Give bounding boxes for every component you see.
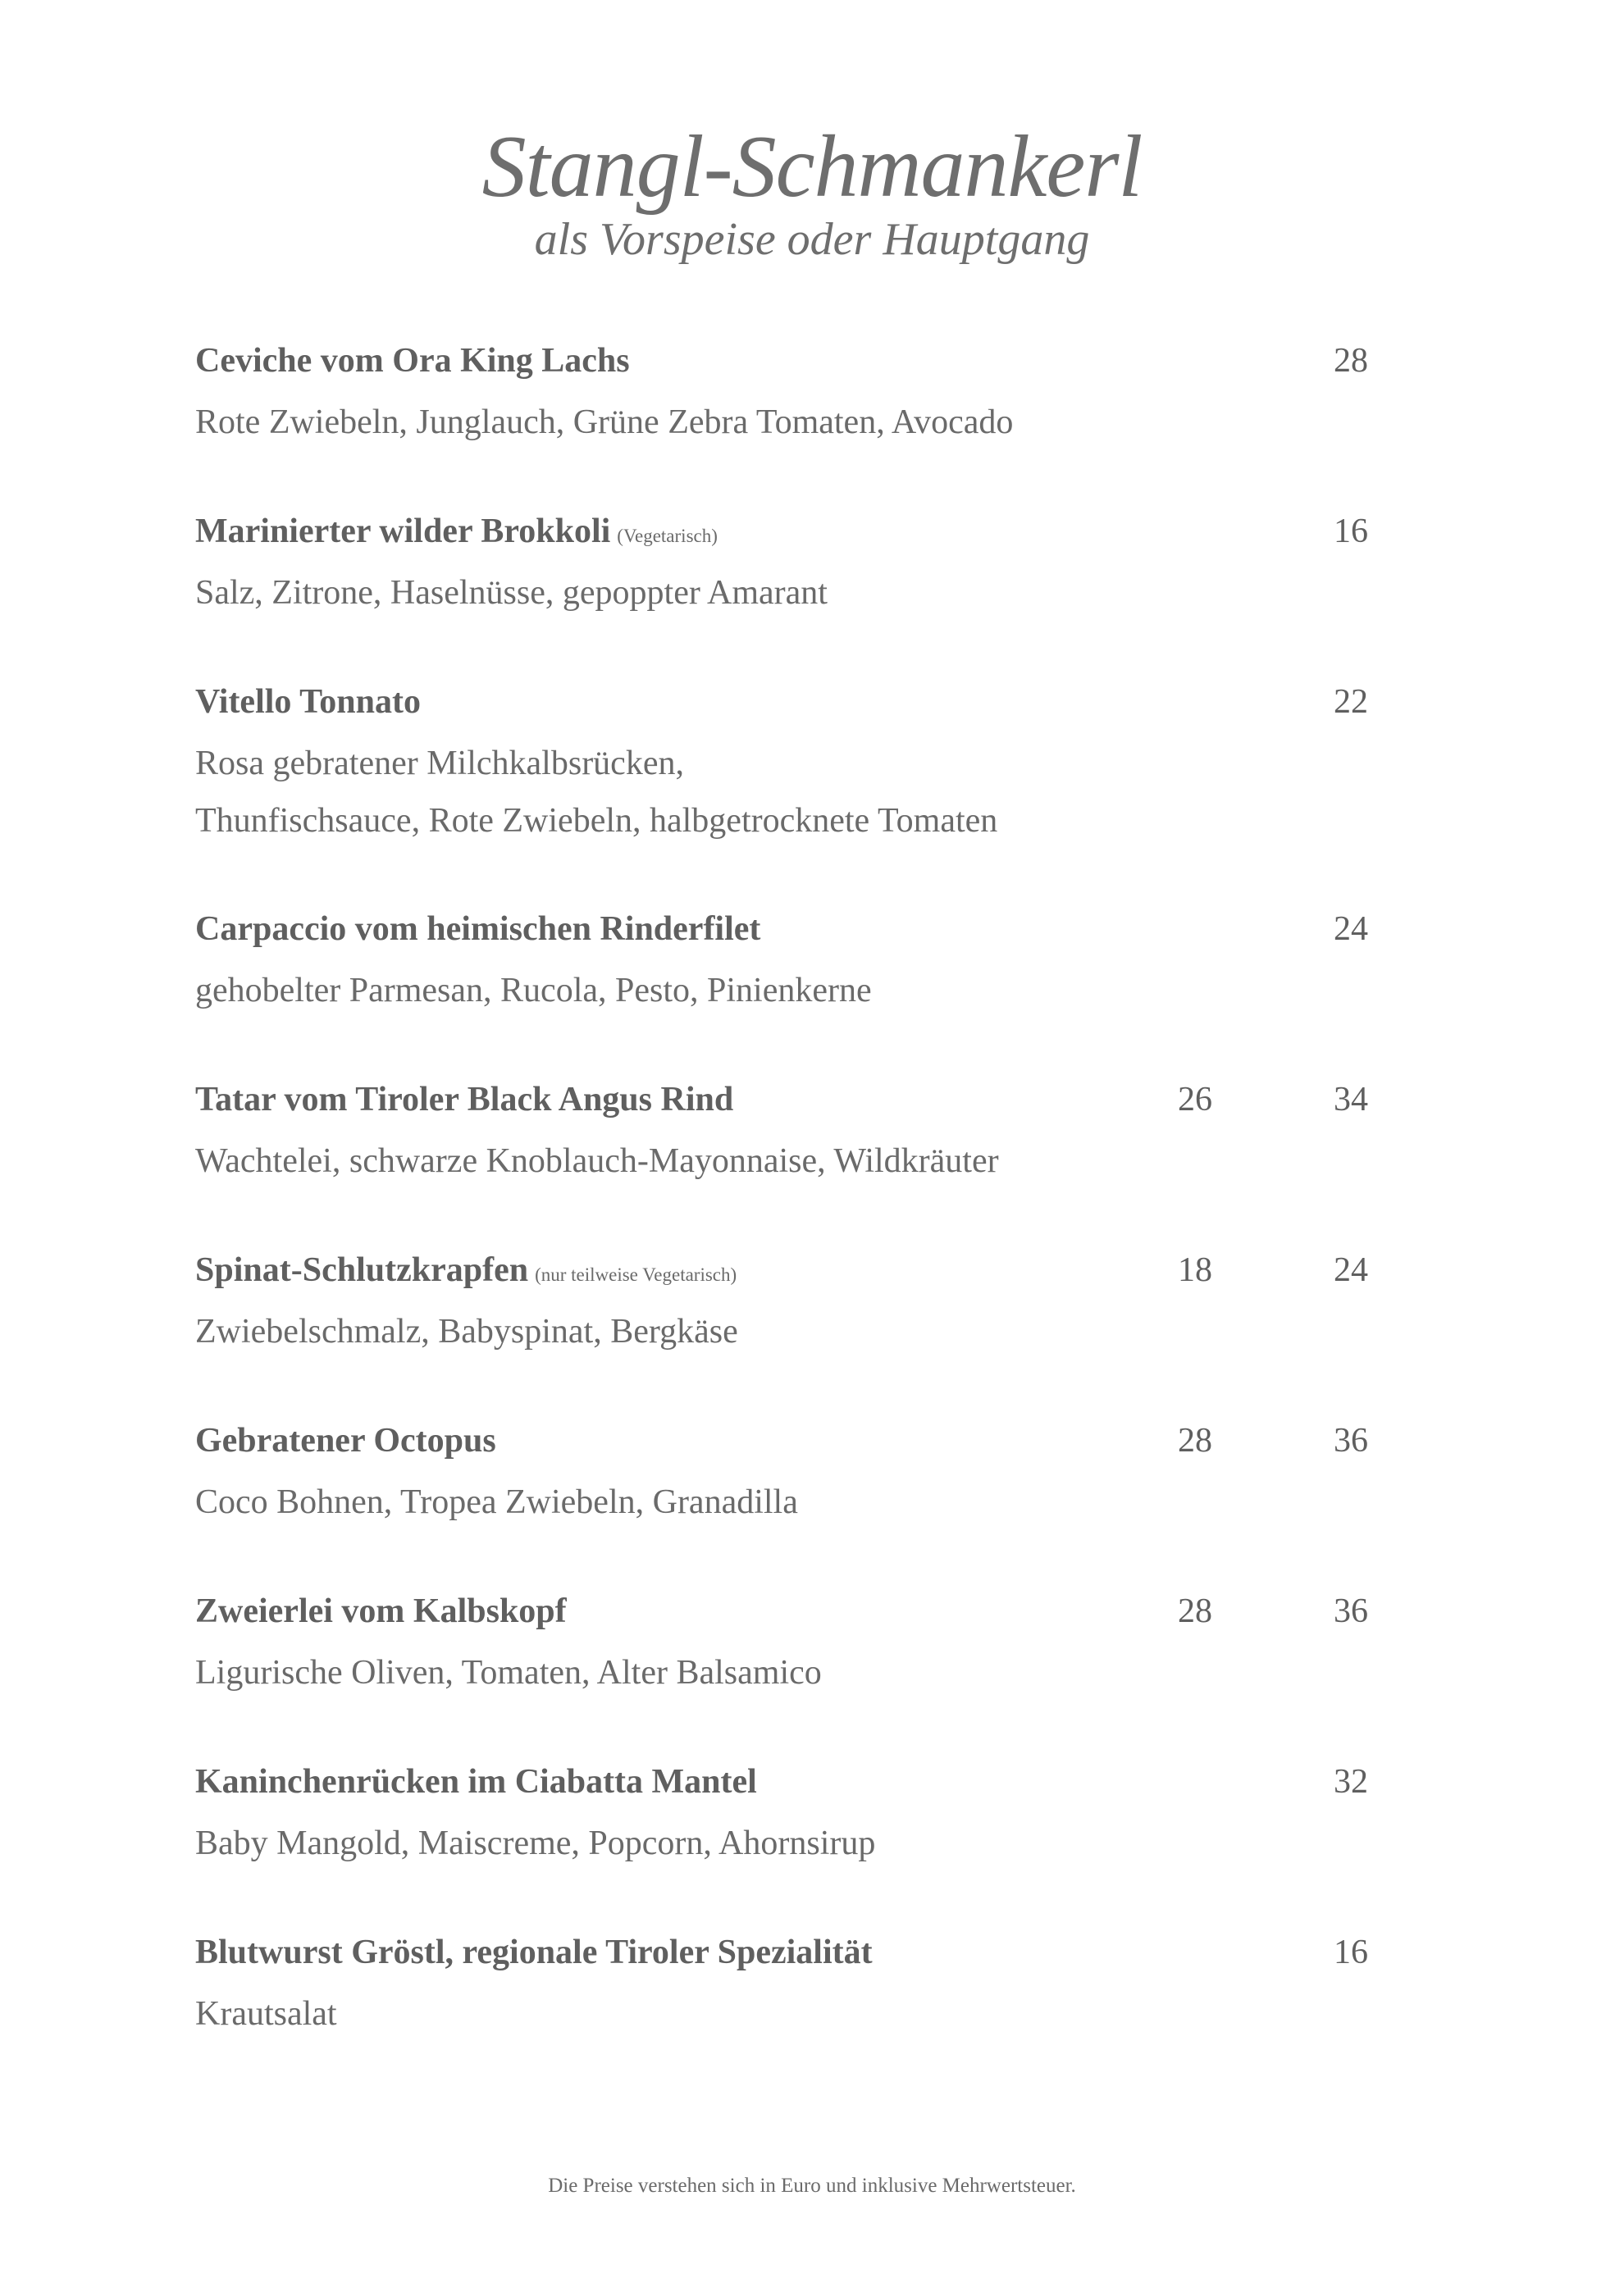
menu-list [195, 336, 1368, 2098]
menu-item [195, 1928, 1368, 2098]
menu-item [195, 507, 1368, 677]
dish-description [195, 1474, 798, 1531]
description-line: gehobelter Parmesan, Rucola, Pesto, Pinienkerne [195, 972, 872, 1009]
description-line: Zwiebelschmalz, Babyspinat, Bergkäse [195, 1313, 738, 1351]
price-main: 28 [1334, 342, 1368, 380]
page-title: Stangl-Schmankerl [481, 118, 1143, 216]
dish-description [195, 1303, 738, 1360]
dish-note: (nur teilweise Vegetarisch) [535, 1264, 737, 1285]
description-line: Wachtelei, schwarze Knoblauch-Mayonnaise, Wildkräuter [195, 1142, 999, 1180]
price-main: 22 [1334, 683, 1368, 721]
dish-description [195, 394, 1013, 451]
price-main: 16 [1334, 512, 1368, 550]
dish-title: Ceviche vom Ora King Lachs [195, 342, 630, 380]
dish-note: (Vegetarisch) [617, 526, 718, 546]
description-line: Rosa gebratener Milchkalbsrücken, [195, 745, 684, 782]
dish-description [195, 962, 872, 1019]
page-subtitle: als Vorspeise oder Hauptgang [534, 214, 1090, 265]
dish-title: Marinierter wilder Brokkoli [195, 512, 611, 550]
menu-item [195, 904, 1368, 1075]
dish-name [195, 1075, 733, 1124]
price-main: 32 [1334, 1763, 1368, 1801]
price-main: 36 [1334, 1422, 1368, 1460]
menu-item [195, 677, 1368, 904]
dish-title: Kaninchenrücken im Ciabatta Mantel [195, 1763, 757, 1801]
price-main: 16 [1334, 1934, 1368, 1971]
description-line: Krautsalat [195, 1995, 337, 2033]
price-main: 36 [1334, 1592, 1368, 1630]
dish-name [195, 1928, 873, 1977]
dish-title: Spinat-Schlutzkrapfen [195, 1251, 529, 1289]
dish-title: Carpaccio vom heimischen Rinderfilet [195, 910, 761, 948]
price-footnote: Die Preise verstehen sich in Euro und inklusive Mehrwertsteuer. [548, 2175, 1076, 2197]
dish-description [195, 735, 997, 850]
dish-name [195, 904, 760, 954]
price-main: 24 [1334, 910, 1368, 948]
menu-item [195, 1075, 1368, 1246]
price-starter: 18 [1178, 1251, 1212, 1289]
description-line: Ligurische Oliven, Tomaten, Alter Balsamico [195, 1654, 822, 1692]
dish-title: Gebratener Octopus [195, 1422, 496, 1460]
dish-name [195, 1416, 496, 1465]
description-line: Coco Bohnen, Tropea Zwiebeln, Granadilla [195, 1483, 798, 1521]
dish-name [195, 507, 718, 561]
price-main: 24 [1334, 1251, 1368, 1289]
dish-title: Tatar vom Tiroler Black Angus Rind [195, 1081, 734, 1118]
dish-name [195, 677, 421, 727]
price-starter: 28 [1178, 1422, 1212, 1460]
menu-item [195, 336, 1368, 507]
price-starter: 28 [1178, 1592, 1212, 1630]
description-line: Thunfischsauce, Rote Zwiebeln, halbgetrocknete Tomaten [195, 802, 998, 840]
dish-title: Zweierlei vom Kalbskopf [195, 1592, 567, 1630]
dish-description [195, 1644, 822, 1702]
dish-description [195, 1132, 999, 1190]
dish-name [195, 1246, 737, 1300]
dish-title: Blutwurst Gröstl, regionale Tiroler Spezialität [195, 1934, 873, 1971]
dish-name [195, 1587, 567, 1636]
description-line: Salz, Zitrone, Haselnüsse, gepoppter Amarant [195, 574, 828, 612]
menu-item [195, 1757, 1368, 1928]
menu-item [195, 1587, 1368, 1757]
dish-description [195, 1815, 875, 1872]
dish-title: Vitello Tonnato [195, 683, 422, 721]
menu-item [195, 1246, 1368, 1416]
price-starter: 26 [1178, 1081, 1212, 1118]
description-line: Baby Mangold, Maiscreme, Popcorn, Ahornsirup [195, 1824, 876, 1862]
description-line: Rote Zwiebeln, Junglauch, Grüne Zebra Tomaten, Avocado [195, 403, 1014, 441]
price-main: 34 [1334, 1081, 1368, 1118]
dish-description [195, 1985, 337, 2043]
dish-name [195, 336, 630, 385]
menu-header [0, 118, 1624, 265]
menu-item [195, 1416, 1368, 1587]
dish-name [195, 1757, 757, 1806]
dish-description [195, 564, 828, 622]
